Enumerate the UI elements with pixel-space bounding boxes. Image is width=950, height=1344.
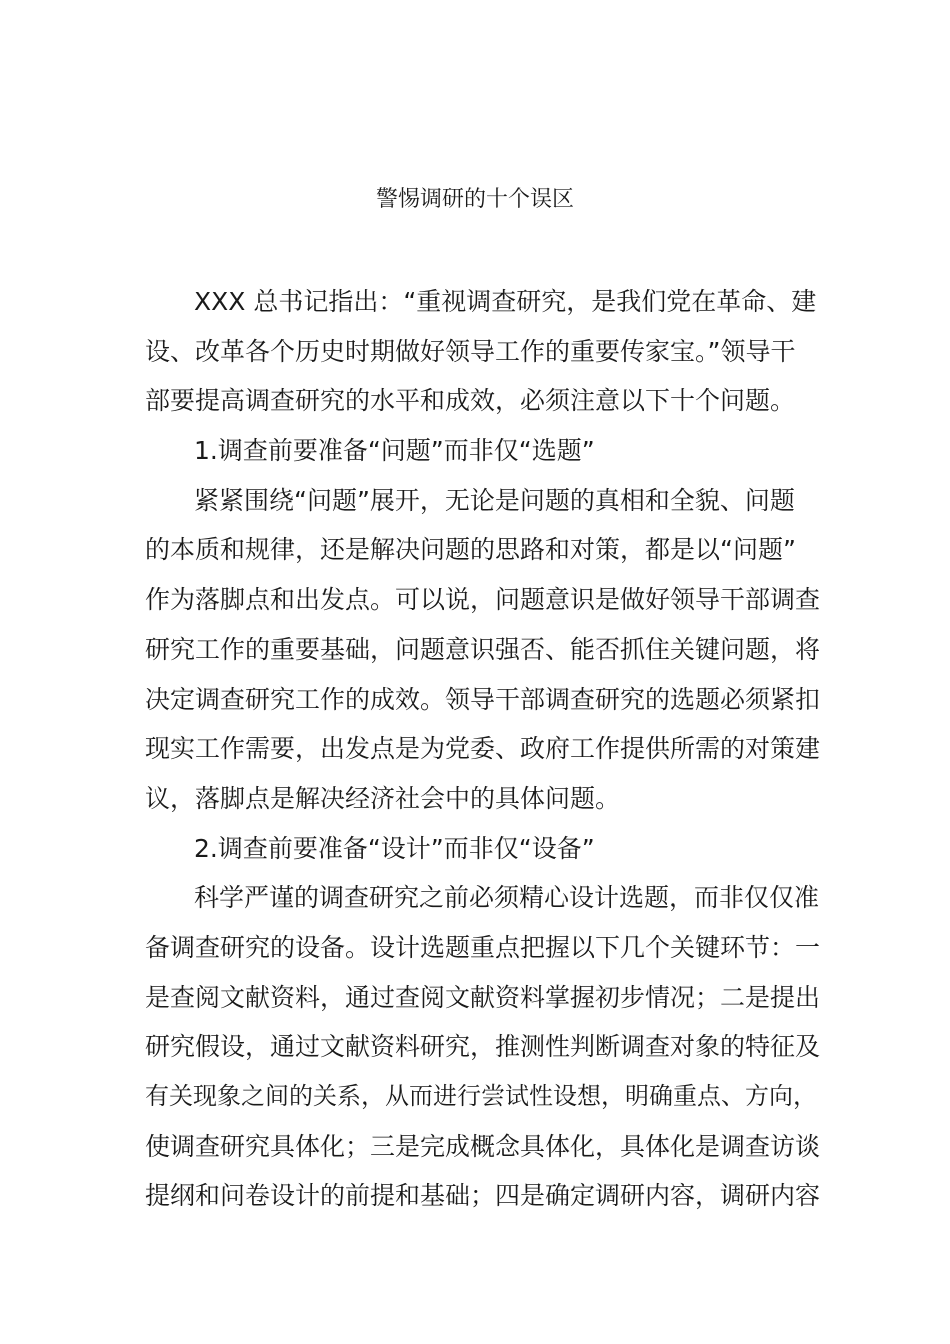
text-line: 有关现象之间的关系，从而进行尝试性设想，明确重点、方向， [145, 1082, 817, 1110]
text-line: 的本质和规律，还是解决问题的思路和对策，都是以“问题” [145, 535, 796, 565]
text-line: 议，落脚点是解决经济社会中的具体问题。 [145, 783, 621, 813]
text-line: XXX 总书记指出：“重视调查研究，是我们党在革命、建 [194, 287, 817, 316]
text-line: 作为落脚点和出发点。可以说，问题意识是做好领导干部调查 [145, 585, 821, 615]
text-line: 研究假设，通过文献资料研究，推测性判断调查对象的特征及 [145, 1032, 821, 1062]
text-line: 设、改革各个历史时期做好领导工作的重要传家宝。”领导干 [145, 336, 796, 366]
text-line: 研究工作的重要基础，问题意识强否、能否抓住关键问题，将 [145, 634, 821, 664]
text-line: 是查阅文献资料，通过查阅文献资料掌握初步情况；二是提出 [145, 982, 821, 1012]
text-line: 科学严谨的调查研究之前必须精心设计选题，而非仅仅准 [194, 883, 820, 913]
text-line: 提纲和问卷设计的前提和基础；四是确定调研内容，调研内容 [145, 1181, 821, 1211]
text-line: 备调查研究的设备。设计选题重点把握以下几个关键环节：一 [145, 932, 821, 962]
text-line: 2.调查前要准备“设计”而非仅“设备” [194, 833, 595, 863]
document-body [145, 284, 821, 1228]
text-line: 紧紧围绕“问题”展开，无论是问题的真相和全貌、问题 [194, 485, 795, 515]
document-title: 警惕调研的十个误区 [375, 187, 574, 212]
text-line: 现实工作需要，出发点是为党委、政府工作提供所需的对策建 [145, 734, 821, 764]
text-line: 部要提高调查研究的水平和成效，必须注意以下十个问题。 [145, 386, 796, 416]
text-line: 决定调查研究工作的成效。领导干部调查研究的选题必须紧扣 [145, 684, 821, 714]
text-line: 使调查研究具体化；三是完成概念具体化，具体化是调查访谈 [145, 1131, 821, 1161]
text-line: 1.调查前要准备“问题”而非仅“选题” [194, 436, 595, 466]
